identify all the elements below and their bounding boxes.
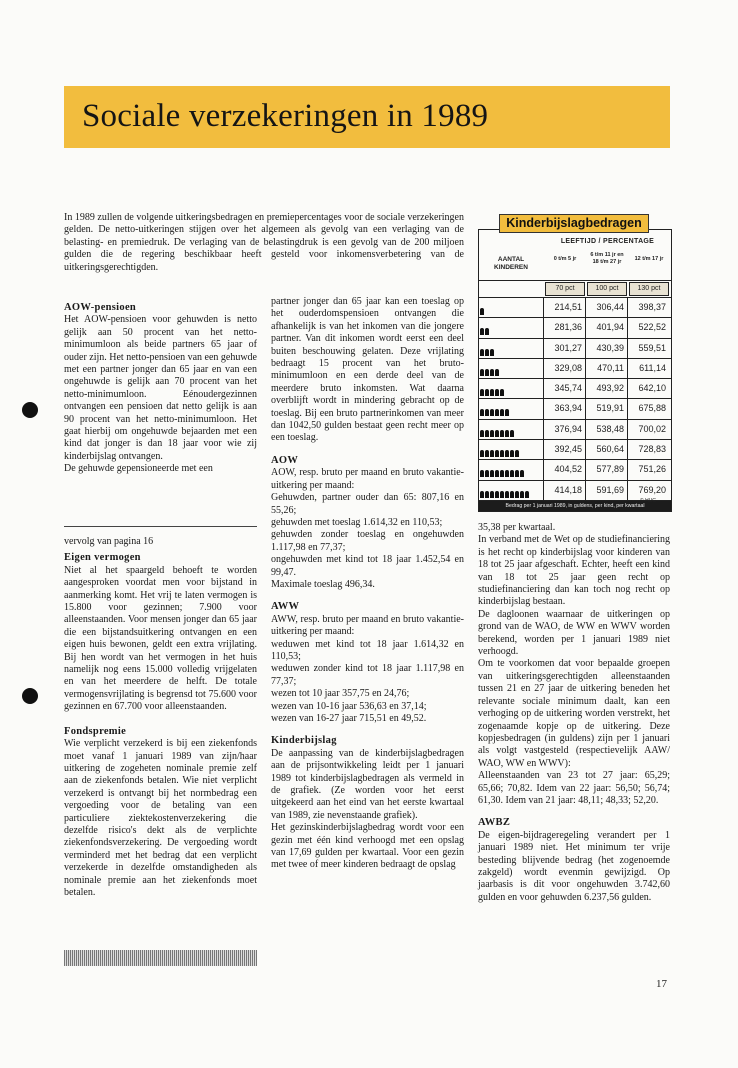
child-icon xyxy=(500,491,504,498)
child-icon xyxy=(480,409,484,416)
table-cell: 559,51 xyxy=(638,342,666,353)
child-icon xyxy=(510,470,514,477)
col-header: 0 t/m 5 jr xyxy=(553,256,577,262)
child-icon xyxy=(485,470,489,477)
table-cell: 363,94 xyxy=(554,403,582,414)
grid-line xyxy=(543,460,544,479)
grid-line xyxy=(543,298,544,317)
age-percentage-label: LEEFTIJD / PERCENTAGE xyxy=(560,238,655,245)
child-icon xyxy=(515,450,519,457)
child-icon xyxy=(505,491,509,498)
child-icon xyxy=(515,491,519,498)
grid-line xyxy=(543,339,544,358)
child-icon xyxy=(490,430,494,437)
grid-line xyxy=(585,399,586,418)
aow-pensioen-body: Het AOW-pensioen voor gehuwden is netto gelijk aan 50 procent van het netto-minimumloon als beide partners 65 jaar of ouder zijn. Het netto-pensioen van een gehuwde met een partner jonger dan 65 jaar en van een ongehuwde is gelijk aan 70 procent van het netto-minimumloon. Eénoudergezinnen ontvangen een pensioen dat netto gelijk is aan 90 procent van het netto-minimumloon. Het gaat hierbij om ongehuwde bejaarden met een kind dat jonger is dan 18 jaar voor wie zij kinderbijslag ontvangen. xyxy=(64,314,257,462)
child-icon xyxy=(495,470,499,477)
child-icon xyxy=(490,491,494,498)
aww-line: weduwen met kind tot 18 jaar 1.614,32 en 110,53; xyxy=(271,638,464,662)
child-icon xyxy=(485,409,489,416)
child-icon xyxy=(520,470,524,477)
aww-line: wezen tot 10 jaar 357,75 en 24,76; xyxy=(271,688,410,700)
aow-line: AOW, resp. bruto per maand en bruto vakantie-uitkering per maand: xyxy=(271,467,464,491)
col-header: 6 t/m 11 jr en 18 t/m 27 jr xyxy=(590,252,624,265)
table-cell: 591,69 xyxy=(596,484,624,495)
punch-hole xyxy=(22,688,38,704)
children-icon xyxy=(480,423,543,437)
table-row xyxy=(479,358,671,378)
eigen-vermogen-heading: Eigen vermogen xyxy=(64,552,141,564)
aow-line: ongehuwden met kind tot 18 jaar 1.452,54 en 99,47. xyxy=(271,554,464,578)
child-icon xyxy=(500,389,504,396)
table-cell: 430,39 xyxy=(596,342,624,353)
child-icon xyxy=(525,491,529,498)
child-icon xyxy=(480,328,484,335)
grid-line xyxy=(627,318,628,337)
table-cell: 700,02 xyxy=(638,423,666,434)
grid-line xyxy=(543,379,544,398)
aww-line: wezen van 16-27 jaar 715,51 en 49,52. xyxy=(271,713,427,724)
aow-line: gehuwden met toeslag 1.614,32 en 110,53; xyxy=(271,516,443,528)
punch-hole xyxy=(22,402,38,418)
aww-heading: AWW xyxy=(271,601,300,613)
aow-pensioen-body2: De gehuwde gepensioneerde met een xyxy=(64,463,213,475)
page-number: 17 xyxy=(656,978,667,990)
table-cell: 281,36 xyxy=(554,322,582,333)
child-icon xyxy=(505,430,509,437)
child-icon xyxy=(490,349,494,356)
child-icon xyxy=(485,328,489,335)
grid-line xyxy=(543,359,544,378)
table-title: Kinderbijslagbedragen xyxy=(499,214,649,233)
table-cell: 493,92 xyxy=(596,383,624,394)
aow-line: gehuwden zonder toeslag en ongehuwden 1.117,98 en 77,37; xyxy=(271,529,464,553)
grid-line xyxy=(627,440,628,459)
grid-line xyxy=(627,359,628,378)
grid-line xyxy=(585,420,586,439)
grid-line xyxy=(543,440,544,459)
grid-line xyxy=(585,298,586,317)
child-icon xyxy=(480,491,484,498)
child-icon xyxy=(485,430,489,437)
vervolg-section xyxy=(64,536,257,899)
table-row xyxy=(479,459,671,479)
children-icon xyxy=(480,402,543,416)
table-cell: 522,52 xyxy=(638,322,666,333)
col3-text: 35,38 per kwartaal. xyxy=(478,522,556,533)
grid-line xyxy=(627,379,628,398)
pct-label: 70 pct xyxy=(545,282,585,296)
intro-paragraph: In 1989 zullen de volgende uitkeringsbedragen en premiepercentages voor de sociale verzekeringen gelden. De netto-uitkeringen stijgen over het algemeen als gevolg van een verlaging van de belasting- en premiedruk. De verlaging van de belastingdruk is een gevolg van de 200 miljoen gulden die de regering beschikbaar heeft gesteld voor inkomensverbetering van de uitkeringsgerechtigden. xyxy=(64,212,464,273)
kinderbijslag-heading: Kinderbijslag xyxy=(271,735,337,747)
table-cell: 577,89 xyxy=(596,464,624,475)
child-icon xyxy=(490,470,494,477)
table-row xyxy=(479,338,671,358)
child-icon xyxy=(495,409,499,416)
grid-line xyxy=(627,339,628,358)
children-icon xyxy=(480,484,543,498)
child-icon xyxy=(495,491,499,498)
awbz-heading: AWBZ xyxy=(478,817,511,829)
table-cell: 329,08 xyxy=(554,362,582,373)
table-cell: 642,10 xyxy=(638,383,666,394)
child-icon xyxy=(505,450,509,457)
col-header: 12 t/m 17 jr xyxy=(634,256,664,262)
child-icon xyxy=(505,470,509,477)
grid-line xyxy=(585,460,586,479)
table-cell: 560,64 xyxy=(596,444,624,455)
grid-line xyxy=(627,298,628,317)
child-icon xyxy=(500,409,504,416)
table-body xyxy=(479,297,671,500)
child-icon xyxy=(490,450,494,457)
table-row xyxy=(479,419,671,439)
table-row xyxy=(479,439,671,459)
child-icon xyxy=(505,409,509,416)
partner-toeslag-text: partner jonger dan 65 jaar kan een toeslag op het ouderdomspensioen ontvangen die afhankelijk is van het inkomen van die jongere partner. Van dit inkomen wordt eerst een deel buiten beschouwing gelaten. Deze vrijlating bedraagt 15 procent van het bruto-minimumloon en een derde deel van de meerdere bruto inkomsten. Wat daarna overblijft wordt in mindering gebracht op de toeslag. Bij een bruto partnerinkomen van meer dan 1042,50 gulden bestaat geen recht meer op een toeslag. xyxy=(271,296,464,444)
child-icon xyxy=(490,369,494,376)
table-row xyxy=(479,317,671,337)
children-icon xyxy=(480,463,543,477)
children-icon xyxy=(480,362,543,376)
child-icon xyxy=(480,369,484,376)
aww-line: AWW, resp. bruto per maand en bruto vakantie-uitkering per maand: xyxy=(271,613,464,638)
child-icon xyxy=(485,491,489,498)
pct-label: 100 pct xyxy=(587,282,627,296)
child-icon xyxy=(495,369,499,376)
table-cell: 675,88 xyxy=(638,403,666,414)
child-icon xyxy=(480,430,484,437)
grid-line xyxy=(585,440,586,459)
child-icon xyxy=(480,450,484,457)
grid-line xyxy=(543,399,544,418)
col3-text: Om te voorkomen dat voor bepaalde groepen van uitkeringsgerechtigden alleenstaanden tussen 21 en 27 jaar de uitkering beneden het relevante sociale minimum daalt, kan een verhoging op de uitkering worden verstrekt, het zogenaamde kopje op de uitkering. Deze kopjesbedragen (in guldens) zijn per 1 januari als volgt vastgesteld (respectievelijk AAW/ WAO, WW en WWV): xyxy=(478,658,670,769)
table-cell: 404,52 xyxy=(554,464,582,475)
grid-line xyxy=(627,481,628,500)
grid-line xyxy=(585,318,586,337)
child-icon xyxy=(515,470,519,477)
fondspremie-heading: Fondspremie xyxy=(64,725,127,737)
grid-line xyxy=(585,339,586,358)
table-row xyxy=(479,378,671,398)
table-cell: 301,27 xyxy=(554,342,582,353)
col3-text: Alleenstaanden van 23 tot 27 jaar: 65,29; 65,66; 70,82. Idem van 22 jaar: 56,50; 56,74; 61,30. Idem van 21 jaar: 48,11; 48,33; 52,20. xyxy=(478,770,670,806)
child-icon xyxy=(490,389,494,396)
kinderbijslag-table xyxy=(478,229,672,512)
child-icon xyxy=(510,450,514,457)
aww-line: wezen van 10-16 jaar 536,63 en 37,14; xyxy=(271,700,427,712)
aww-line: weduwen zonder kind tot 18 jaar 1.117,98 en 77,37; xyxy=(271,663,464,687)
table-credit: © HUG xyxy=(640,498,657,504)
aow-line: Maximale toeslag 496,34. xyxy=(271,578,375,590)
aow-pensioen-section xyxy=(64,302,257,476)
table-cell: 611,14 xyxy=(639,362,666,373)
awbz-body: De eigen-bijdrageregeling verandert per 1 januari 1989 niet. Het minimum ter vrije besteding blijvende bedrag (het zogenoemde zakgeld) wordt evenmin gewijzigd. Op jaarbasis is dit voor ongehuwden 3.742,60 gulden en voor gehuwden 6.237,56 gulden. xyxy=(478,829,670,903)
child-icon xyxy=(480,308,484,315)
grid-line xyxy=(627,420,628,439)
child-icon xyxy=(495,450,499,457)
child-icon xyxy=(485,450,489,457)
child-icon xyxy=(500,430,504,437)
child-icon xyxy=(485,369,489,376)
grid-line xyxy=(585,481,586,500)
vervolg-note: vervolg van pagina 16 xyxy=(64,536,154,547)
decorative-bar xyxy=(64,950,257,966)
table-header xyxy=(479,230,671,292)
children-icon xyxy=(480,301,543,315)
col3-text: De dagloonen waarnaar de uitkeringen op grond van de WAO, de WW en WWV worden berekend, worden per 1 januari 1989 niet verhoogd. xyxy=(478,608,670,658)
grid-line xyxy=(627,460,628,479)
fondspremie-body: Wie verplicht verzekerd is bij een ziekenfonds moet vanaf 1 januari 1989 van zijn/haar uitkering de zogeheten nominale premie zelf aan de ziekenfonds betalen. Wie niet verplicht verzekerd is ontvangt bij het normbedrag een vergoeding voor de betaling van een particuliere ziektekostenverzekering die dezelfde risico's dekt als de verplichte ziekenfondsverzekering. De vergoeding wordt verminderd met het bedrag dat een verplicht verzekerde in dezelfde omstandigheden als nominale premie aan het ziekenfonds moet betalen. xyxy=(64,738,257,898)
child-icon xyxy=(485,349,489,356)
child-icon xyxy=(510,430,514,437)
child-icon xyxy=(480,349,484,356)
title-banner xyxy=(64,86,670,148)
child-icon xyxy=(500,450,504,457)
child-icon xyxy=(500,470,504,477)
table-cell: 414,18 xyxy=(554,484,582,495)
eigen-vermogen-body: Niet al het spaargeld behoeft te worden aangesproken voordat men voor bijstand in aanmerking komt. Het vrij te laten vermogen is 15.800 voor gezinnen; 7.900 voor alleenstaanden. Voor mensen jonger dan 65 jaar die een bijstandsuitkering ontvangen en een eigen huis bewonen, geldt een extra vrijlating. Bij hen wordt van het vermogen in het huis namelijk nog eens 15.000 volledig vrijgelaten en van het meerdere de helft. De totale vermogensvrijlating is begrensd tot 75.600 voor gezinnen en 67.700 voor alleenstaanden. xyxy=(64,564,257,713)
aow-line: Gehuwden, partner ouder dan 65: 807,16 en 55,26; xyxy=(271,492,464,516)
table-cell: 769,20 xyxy=(638,484,666,495)
children-icon xyxy=(480,382,543,396)
table-cell: 398,37 xyxy=(638,302,666,312)
grid-line xyxy=(543,481,544,500)
table-cell: 214,51 xyxy=(554,302,582,312)
table-cell: 751,26 xyxy=(638,464,666,475)
table-cell: 392,45 xyxy=(554,444,582,455)
table-cell: 519,91 xyxy=(596,403,624,414)
grid-line xyxy=(585,359,586,378)
table-cell: 470,11 xyxy=(597,362,624,373)
child-icon xyxy=(480,470,484,477)
child-icon xyxy=(510,491,514,498)
child-icon xyxy=(495,430,499,437)
grid-line xyxy=(543,420,544,439)
children-icon xyxy=(480,321,543,335)
kinderbijslag-body2: Het gezinskinderbijslagbedrag wordt voor een gezin met één kind verhoogd met een opslag van 17,69 gulden per kwartaal. Voor een gezin met twee of meer kinderen bedraagt de opslag xyxy=(271,822,464,871)
grid-line xyxy=(627,399,628,418)
table-row xyxy=(479,480,671,500)
children-icon xyxy=(480,443,543,457)
table-cell: 345,74 xyxy=(554,383,582,394)
page-title: Sociale verzekeringen in 1989 xyxy=(82,98,489,134)
grid-line xyxy=(543,318,544,337)
child-icon xyxy=(520,491,524,498)
child-icon xyxy=(485,389,489,396)
table-cell: 306,44 xyxy=(596,302,624,312)
table-cell: 376,94 xyxy=(554,423,582,434)
table-row xyxy=(479,398,671,418)
column-three xyxy=(478,522,670,904)
table-cell: 538,48 xyxy=(596,423,624,434)
col3-text: In verband met de Wet op de studiefinanciering is het recht op kinderbijslag voor kinderen van 18 tot 25 jaar afgeschaft. Echter, heeft een kind van 18 tot 25 jaar geen recht op studiefinanciering dan kan toch nog recht op kinderbijslag bestaan. xyxy=(478,534,670,608)
pct-label: 130 pct xyxy=(629,282,669,296)
aantal-kinderen-label: AANTAL KINDEREN xyxy=(494,256,528,271)
column-divider xyxy=(64,526,257,527)
table-footer: Bedrag per 1 januari 1989, in guldens, per kind, per kwartaal xyxy=(479,500,671,511)
grid-line xyxy=(585,379,586,398)
child-icon xyxy=(480,389,484,396)
table-cell: 728,83 xyxy=(638,444,666,455)
aow-heading: AOW xyxy=(271,454,299,466)
aow-pensioen-heading: AOW-pensioen xyxy=(64,302,137,313)
child-icon xyxy=(495,389,499,396)
children-icon xyxy=(480,342,543,356)
child-icon xyxy=(490,409,494,416)
kinderbijslag-body: De aanpassing van de kinderbijslagbedragen aan de prijsontwikkeling leidt per 1 januari 1989 tot kinderbijslagbedragen als vermeld in de grafiek. (Ze worden voor het eerst uitgekeerd aan het eind van het eerste kwartaal van 1989, zie nevenstaande grafiek). xyxy=(271,747,464,821)
table-row xyxy=(479,297,671,317)
table-cell: 401,94 xyxy=(596,322,624,333)
column-two xyxy=(271,296,464,872)
